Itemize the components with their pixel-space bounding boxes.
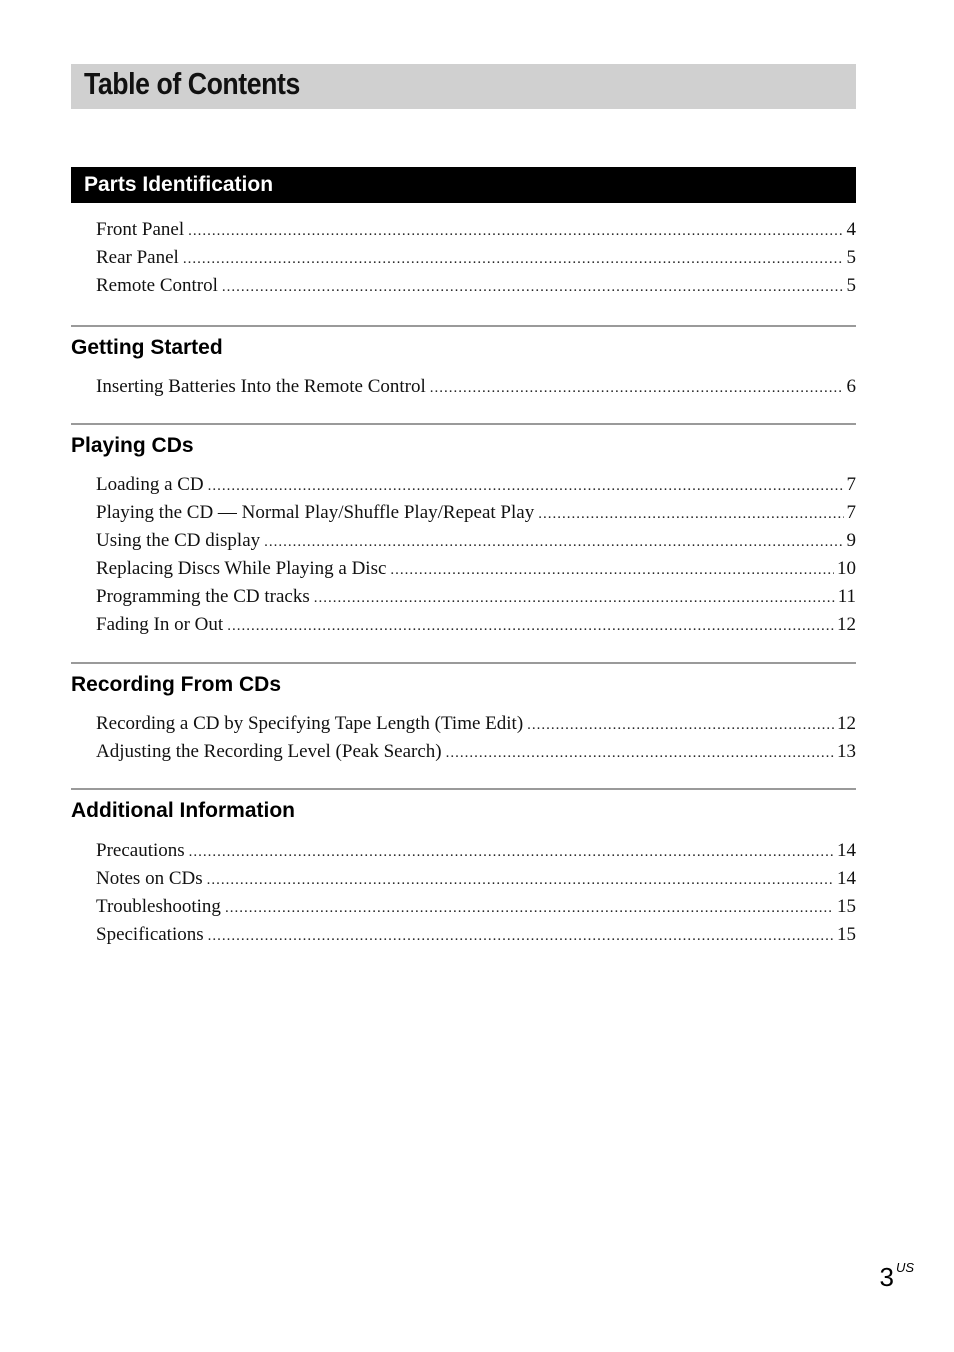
dot-leader xyxy=(207,866,834,894)
toc-entry[interactable] xyxy=(96,272,856,300)
entry-title: Loading a CD xyxy=(96,474,204,495)
entry-title: Inserting Batteries Into the Remote Control xyxy=(96,376,426,397)
toc-entry[interactable] xyxy=(96,499,856,527)
dot-leader xyxy=(183,245,844,273)
entry-title: Troubleshooting xyxy=(96,896,221,917)
entry-page: 14 xyxy=(837,840,856,861)
toc-entry[interactable] xyxy=(96,865,856,893)
dot-leader xyxy=(189,838,834,866)
dot-leader xyxy=(527,711,834,739)
entry-page: 10 xyxy=(837,558,856,579)
dot-leader xyxy=(314,584,835,612)
section-heading: Parts Identification xyxy=(71,167,856,203)
toc-entry[interactable] xyxy=(96,471,856,499)
section-recording-from-cds xyxy=(71,662,856,766)
entry-list xyxy=(96,471,856,639)
page-title: Table of Contents xyxy=(84,66,300,101)
entry-title: Playing the CD — Normal Play/Shuffle Play/Repeat Play xyxy=(96,502,535,523)
toc-entry[interactable] xyxy=(96,216,856,244)
page-number-value: 3 xyxy=(879,1262,894,1292)
entry-title: Using the CD display xyxy=(96,530,261,551)
toc-entry[interactable] xyxy=(96,837,856,865)
entry-page: 15 xyxy=(837,896,856,917)
section-heading: Playing CDs xyxy=(71,434,194,457)
entry-title: Precautions xyxy=(96,840,185,861)
toc-entry[interactable] xyxy=(96,893,856,921)
toc-entry[interactable] xyxy=(96,583,856,611)
entry-page: 11 xyxy=(837,586,856,607)
toc-entry[interactable] xyxy=(96,527,856,555)
entry-page: 9 xyxy=(846,530,856,551)
entry-list xyxy=(96,710,856,766)
section-heading: Getting Started xyxy=(71,336,223,359)
entry-title: Replacing Discs While Playing a Disc xyxy=(96,558,387,579)
entry-page: 7 xyxy=(846,502,856,523)
toc-entry[interactable] xyxy=(96,710,856,738)
dot-leader xyxy=(538,500,843,528)
dot-leader xyxy=(188,217,843,245)
section-playing-cds xyxy=(71,423,856,639)
toc-entry[interactable] xyxy=(96,244,856,272)
page-number xyxy=(879,1262,914,1293)
section-divider xyxy=(71,662,856,664)
entry-page: 13 xyxy=(837,741,856,762)
entry-page: 14 xyxy=(837,868,856,889)
entry-title: Specifications xyxy=(96,924,204,945)
section-divider xyxy=(71,325,856,327)
entry-title: Fading In or Out xyxy=(96,614,224,635)
entry-list xyxy=(96,216,856,300)
section-getting-started xyxy=(71,325,856,401)
dot-leader xyxy=(227,612,834,640)
entry-title: Remote Control xyxy=(96,275,218,296)
entry-title: Front Panel xyxy=(96,219,185,240)
entry-title: Notes on CDs xyxy=(96,868,203,889)
page-suffix: US xyxy=(895,1260,914,1276)
entry-title: Adjusting the Recording Level (Peak Search) xyxy=(96,741,442,762)
dot-leader xyxy=(208,472,844,500)
section-heading: Additional Information xyxy=(71,799,295,822)
entry-page: 5 xyxy=(846,247,856,268)
entry-page: 7 xyxy=(846,474,856,495)
toc-entry[interactable] xyxy=(96,738,856,766)
dot-leader xyxy=(225,894,834,922)
entry-list xyxy=(96,837,856,949)
entry-page: 12 xyxy=(837,614,856,635)
toc-entry[interactable] xyxy=(96,373,856,401)
entry-page: 12 xyxy=(837,713,856,734)
entry-title: Recording a CD by Specifying Tape Length (Time Edit) xyxy=(96,713,524,734)
entry-list xyxy=(96,373,856,401)
dot-leader xyxy=(446,739,834,767)
toc-entry[interactable] xyxy=(96,555,856,583)
toc-title-bar xyxy=(71,64,856,109)
section-additional-information xyxy=(71,788,856,949)
entry-page: 4 xyxy=(846,219,856,240)
dot-leader xyxy=(208,922,834,950)
section-heading: Recording From CDs xyxy=(71,673,282,696)
toc-entry[interactable] xyxy=(96,611,856,639)
dot-leader xyxy=(390,556,834,584)
entry-title: Rear Panel xyxy=(96,247,179,268)
entry-page: 6 xyxy=(846,376,856,397)
entry-title: Programming the CD tracks xyxy=(96,586,310,607)
section-parts-identification xyxy=(71,167,856,300)
dot-leader xyxy=(430,374,844,402)
entry-page: 15 xyxy=(837,924,856,945)
dot-leader xyxy=(222,273,844,301)
entry-page: 5 xyxy=(846,275,856,296)
toc-entry[interactable] xyxy=(96,921,856,949)
dot-leader xyxy=(264,528,843,556)
section-divider xyxy=(71,788,856,790)
section-divider xyxy=(71,423,856,425)
